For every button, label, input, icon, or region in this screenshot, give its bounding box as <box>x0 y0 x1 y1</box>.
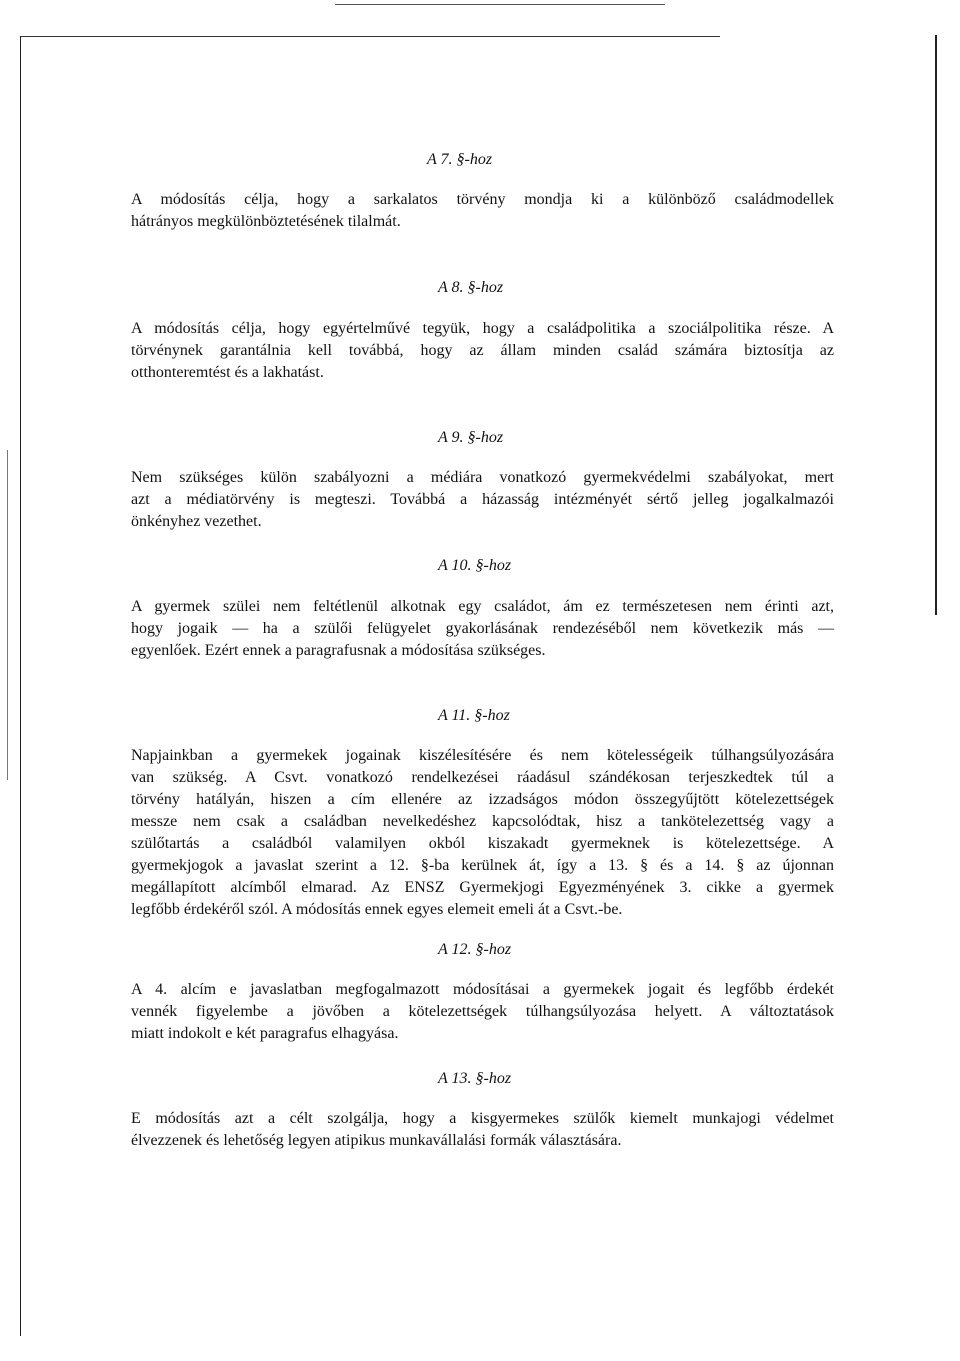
body-line: vennék figyelembe a jövőben a kötelezettségek túlhangsúlyozása helyett. A változtatások <box>131 1003 834 1020</box>
section-heading-10: A 10. §-hoz <box>438 557 512 574</box>
body-line: törvénynek garantálnia kell továbbá, hogy az állam minden család számára biztosítja az <box>131 342 834 359</box>
section-heading-12: A 12. §-hoz <box>438 941 512 958</box>
section-heading-9: A 9. §-hoz <box>438 429 504 446</box>
body-line: törvény hatályán, hiszen a cím ellenére az izzadságos módon összegyűjtött kötelezettségek <box>131 791 834 808</box>
body-line: megállapított alcímből elmarad. Az ENSZ Gyermekjogi Egyezményének 3. cikke a gyermek <box>131 879 834 896</box>
body-line: gyermekjogok a javaslat szerint a 12. §-ba kerülnek át, így a 13. § és a 14. § az újonnan <box>131 857 834 874</box>
section-body-7 <box>131 189 834 233</box>
section-heading-8: A 8. §-hoz <box>438 279 504 296</box>
section-body-11 <box>131 745 834 921</box>
body-line: Napjainkban a gyermekek jogainak kiszélesítésére és nem kötelességeik túlhangsúlyozására <box>131 747 834 764</box>
scan-edge-top-short <box>335 4 665 5</box>
body-line: hogy jogaik — ha a szülői felügyelet gyakorlásának rendezéséből nem következik más — <box>131 620 834 637</box>
body-line: szülőtartás a családból valamilyen okból kiszakadt gyermeknek is kötelezettsége. A <box>131 835 834 852</box>
body-line: önkényhez vezethet. <box>131 513 262 530</box>
body-line: Nem szükséges külön szabályozni a médiára vonatkozó gyermekvédelmi szabályokat, mert <box>131 469 834 486</box>
body-line: E módosítás azt a célt szolgálja, hogy a kisgyermekes szülők kiemelt munkajogi védelmet <box>131 1110 834 1127</box>
body-line: egyenlőek. Ezért ennek a paragrafusnak a módosítása szükséges. <box>131 642 546 659</box>
body-line: A módosítás célja, hogy egyértelművé tegyük, hogy a családpolitika a szociálpolitika része. A <box>131 320 834 337</box>
body-line: azt a médiatörvény is megteszi. Továbbá a házasság intézményét sértő jelleg jogalkalmazói <box>131 491 834 508</box>
section-heading-13: A 13. §-hoz <box>438 1070 512 1087</box>
body-line: A módosítás célja, hogy a sarkalatos törvény mondja ki a különböző családmodellek <box>131 191 834 208</box>
section-body-13 <box>131 1108 834 1152</box>
section-body-10 <box>131 596 834 662</box>
section-body-8 <box>131 318 834 384</box>
body-line: legfőbb érdekéről szól. A módosítás ennek egyes elemeit emeli át a Csvt.-be. <box>131 901 623 918</box>
section-body-12 <box>131 979 834 1045</box>
body-line: miatt indokolt e két paragrafus elhagyása. <box>131 1025 399 1042</box>
body-line: élvezzenek és lehetőség legyen atipikus munkavállalási formák választására. <box>131 1132 622 1149</box>
body-line: messze nem csak a családban nevelkedéshez kapcsolódtak, hisz a tankötelezettség vagy a <box>131 813 834 830</box>
body-line: hátrányos megkülönböztetésének tilalmát. <box>131 213 401 230</box>
body-line: otthonteremtést és a lakhatást. <box>131 364 324 381</box>
section-body-9 <box>131 467 834 533</box>
section-heading-11: A 11. §-hoz <box>438 707 510 724</box>
body-line: A 4. alcím e javaslatban megfogalmazott módosításai a gyermekek jogait és legfőbb érdekét <box>131 981 834 998</box>
scan-edge-right <box>935 35 937 615</box>
section-heading-7: A 7. §-hoz <box>427 151 493 168</box>
body-line: A gyermek szülei nem feltétlenül alkotnak egy családot, ám ez természetesen nem érinti azt, <box>131 598 834 615</box>
scan-edge-top <box>20 36 720 37</box>
scan-edge-left-inner <box>7 450 8 780</box>
body-line: van szükség. A Csvt. vonatkozó rendelkezései ráadásul szándékosan terjeszkedtek túl a <box>131 769 834 786</box>
scan-edge-left <box>20 36 21 1336</box>
